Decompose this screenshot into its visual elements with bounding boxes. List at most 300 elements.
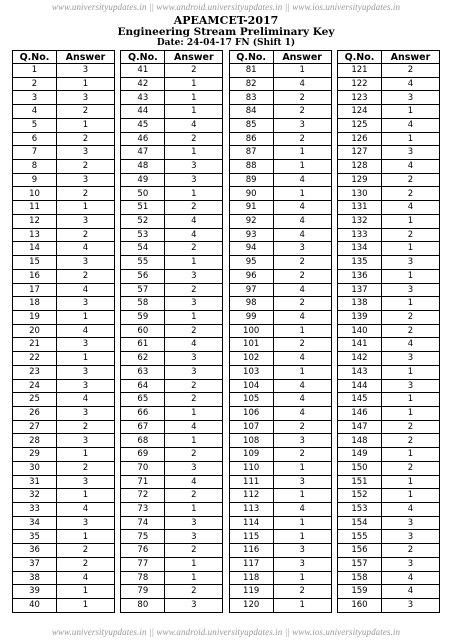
table-row [229, 283, 331, 297]
question-number-cell: 27 [13, 420, 57, 434]
answer-cell: 4 [381, 77, 439, 91]
answer-cell: 2 [165, 489, 223, 503]
table-row [337, 503, 439, 517]
answer-cell: 1 [273, 516, 331, 530]
answer-cell: 4 [165, 118, 223, 132]
answer-cell: 4 [273, 201, 331, 215]
question-number-cell: 158 [337, 571, 381, 585]
table-row [229, 379, 331, 393]
answer-cell: 2 [273, 105, 331, 119]
question-number-cell: 73 [121, 503, 165, 517]
answer-table-2 [120, 50, 223, 613]
table-row [337, 420, 439, 434]
table-row [229, 201, 331, 215]
table-row [13, 105, 115, 119]
question-number-cell: 53 [121, 228, 165, 242]
table-row [121, 146, 223, 160]
table-row [229, 91, 331, 105]
table-row [229, 352, 331, 366]
table-row [13, 283, 115, 297]
table-row [13, 91, 115, 105]
answer-cell: 3 [57, 256, 115, 270]
question-number-cell: 88 [229, 160, 273, 174]
answer-cell: 2 [165, 393, 223, 407]
answer-cell: 2 [381, 434, 439, 448]
question-number-cell: 92 [229, 214, 273, 228]
question-number-cell: 11 [13, 201, 57, 215]
table-row [337, 228, 439, 242]
question-number-cell: 19 [13, 310, 57, 324]
answer-cell: 3 [381, 530, 439, 544]
table-row [13, 324, 115, 338]
table-row [13, 544, 115, 558]
answer-cell: 2 [165, 201, 223, 215]
table-body [229, 64, 331, 613]
question-number-cell: 89 [229, 173, 273, 187]
answer-cell: 3 [165, 173, 223, 187]
answer-cell: 1 [57, 77, 115, 91]
answer-cell: 2 [273, 256, 331, 270]
table-row [13, 599, 115, 613]
question-number-cell: 12 [13, 214, 57, 228]
question-number-cell: 46 [121, 132, 165, 146]
table-row [229, 475, 331, 489]
answer-cell: 2 [57, 544, 115, 558]
answer-cell: 1 [165, 503, 223, 517]
answer-cell: 1 [165, 571, 223, 585]
question-number-cell: 105 [229, 393, 273, 407]
answer-cell: 1 [57, 118, 115, 132]
table-row [13, 132, 115, 146]
answer-cell: 1 [381, 365, 439, 379]
answer-table-4 [337, 50, 440, 613]
table-row [229, 187, 331, 201]
answer-cell: 3 [57, 379, 115, 393]
question-number-cell: 115 [229, 530, 273, 544]
table-row [13, 406, 115, 420]
table-row [337, 297, 439, 311]
question-number-cell: 50 [121, 187, 165, 201]
answer-cell: 3 [165, 599, 223, 613]
question-number-cell: 6 [13, 132, 57, 146]
answer-cell: 3 [273, 544, 331, 558]
table-row [337, 242, 439, 256]
table-row [337, 310, 439, 324]
question-number-cell: 55 [121, 256, 165, 270]
question-number-cell: 94 [229, 242, 273, 256]
watermark-bottom: www.universityupdates.in || www.android.universityupdates.in || www.ios.universityupdates.in [51, 627, 401, 637]
question-number-cell: 113 [229, 503, 273, 517]
table-row [229, 269, 331, 283]
table-row [13, 571, 115, 585]
question-number-cell: 152 [337, 489, 381, 503]
answer-cell: 4 [273, 393, 331, 407]
qno-header: Q.No. [337, 51, 381, 64]
table-row [229, 571, 331, 585]
question-number-cell: 75 [121, 530, 165, 544]
answer-cell: 2 [165, 544, 223, 558]
question-number-cell: 95 [229, 256, 273, 270]
answer-cell: 3 [57, 475, 115, 489]
question-number-cell: 131 [337, 201, 381, 215]
question-number-cell: 85 [229, 118, 273, 132]
table-row [121, 297, 223, 311]
answer-cell: 1 [273, 530, 331, 544]
answer-cell: 4 [381, 160, 439, 174]
table-row [121, 393, 223, 407]
table-row [229, 228, 331, 242]
answer-cell: 4 [57, 242, 115, 256]
table-body [337, 64, 439, 613]
question-number-cell: 30 [13, 461, 57, 475]
question-number-cell: 24 [13, 379, 57, 393]
answer-cell: 2 [57, 461, 115, 475]
answer-cell: 3 [381, 557, 439, 571]
table-row [121, 269, 223, 283]
answer-cell: 1 [165, 91, 223, 105]
answer-cell: 3 [165, 365, 223, 379]
answer-cell: 3 [165, 516, 223, 530]
table-row [121, 406, 223, 420]
table-row [13, 118, 115, 132]
answer-cell: 3 [57, 91, 115, 105]
answer-cell: 3 [57, 297, 115, 311]
answer-cell: 2 [381, 310, 439, 324]
answer-cell: 4 [273, 214, 331, 228]
answer-cell: 1 [57, 585, 115, 599]
answer-cell: 4 [381, 338, 439, 352]
question-number-cell: 10 [13, 187, 57, 201]
question-number-cell: 98 [229, 297, 273, 311]
question-number-cell: 116 [229, 544, 273, 558]
question-number-cell: 146 [337, 406, 381, 420]
question-number-cell: 26 [13, 406, 57, 420]
question-number-cell: 49 [121, 173, 165, 187]
table-row [229, 324, 331, 338]
answer-cell: 2 [273, 338, 331, 352]
table-row [337, 448, 439, 462]
table-row [121, 324, 223, 338]
table-row [337, 77, 439, 91]
question-number-cell: 99 [229, 310, 273, 324]
question-number-cell: 61 [121, 338, 165, 352]
table-row [337, 146, 439, 160]
question-number-cell: 82 [229, 77, 273, 91]
answer-cell: 2 [273, 91, 331, 105]
table-row [337, 461, 439, 475]
question-number-cell: 32 [13, 489, 57, 503]
question-number-cell: 155 [337, 530, 381, 544]
answer-cell: 2 [381, 544, 439, 558]
question-number-cell: 129 [337, 173, 381, 187]
question-number-cell: 14 [13, 242, 57, 256]
answer-cell: 1 [273, 324, 331, 338]
table-row [229, 365, 331, 379]
table-row [229, 242, 331, 256]
answer-cell: 2 [273, 297, 331, 311]
table-row [229, 503, 331, 517]
qno-header: Q.No. [229, 51, 273, 64]
answer-cell: 1 [165, 406, 223, 420]
answer-cell: 2 [381, 64, 439, 78]
answer-cell: 3 [273, 242, 331, 256]
question-number-cell: 141 [337, 338, 381, 352]
table-row [13, 187, 115, 201]
question-number-cell: 57 [121, 283, 165, 297]
answer-cell: 1 [273, 160, 331, 174]
answer-cell: 1 [165, 256, 223, 270]
table-row [121, 530, 223, 544]
question-number-cell: 71 [121, 475, 165, 489]
question-number-cell: 93 [229, 228, 273, 242]
question-number-cell: 5 [13, 118, 57, 132]
question-number-cell: 74 [121, 516, 165, 530]
question-number-cell: 39 [13, 585, 57, 599]
table-row [229, 585, 331, 599]
table-row [13, 201, 115, 215]
table-row [121, 544, 223, 558]
table-row [121, 160, 223, 174]
question-number-cell: 100 [229, 324, 273, 338]
question-number-cell: 18 [13, 297, 57, 311]
question-number-cell: 68 [121, 434, 165, 448]
question-number-cell: 120 [229, 599, 273, 613]
table-row [13, 242, 115, 256]
table-row [337, 434, 439, 448]
answer-cell: 4 [381, 201, 439, 215]
answer-header: Answer [57, 51, 115, 64]
table-row [337, 187, 439, 201]
table-row [13, 352, 115, 366]
answer-cell: 4 [381, 571, 439, 585]
question-number-cell: 96 [229, 269, 273, 283]
question-number-cell: 77 [121, 557, 165, 571]
table-row [13, 461, 115, 475]
answer-cell: 3 [381, 379, 439, 393]
question-number-cell: 102 [229, 352, 273, 366]
question-number-cell: 97 [229, 283, 273, 297]
answer-cell: 3 [57, 214, 115, 228]
table-row [337, 283, 439, 297]
table-row [229, 64, 331, 78]
question-number-cell: 128 [337, 160, 381, 174]
question-number-cell: 135 [337, 256, 381, 270]
answer-cell: 4 [273, 379, 331, 393]
question-number-cell: 124 [337, 105, 381, 119]
question-number-cell: 54 [121, 242, 165, 256]
question-number-cell: 42 [121, 77, 165, 91]
table-row [121, 118, 223, 132]
table-row [337, 324, 439, 338]
table-row [337, 173, 439, 187]
answer-cell: 3 [165, 530, 223, 544]
question-number-cell: 69 [121, 448, 165, 462]
table-row [337, 201, 439, 215]
answer-cell: 2 [165, 585, 223, 599]
answer-cell: 4 [57, 393, 115, 407]
answer-cell: 2 [57, 557, 115, 571]
question-number-cell: 132 [337, 214, 381, 228]
table-row [337, 105, 439, 119]
table-row [337, 132, 439, 146]
answer-cell: 3 [165, 352, 223, 366]
question-number-cell: 145 [337, 393, 381, 407]
question-number-cell: 40 [13, 599, 57, 613]
question-number-cell: 43 [121, 91, 165, 105]
answer-cell: 1 [381, 132, 439, 146]
answer-cell: 3 [57, 516, 115, 530]
question-number-cell: 65 [121, 393, 165, 407]
answer-cell: 1 [57, 352, 115, 366]
answer-cell: 1 [381, 242, 439, 256]
table-row [229, 132, 331, 146]
answer-cell: 3 [381, 599, 439, 613]
answer-cell: 4 [273, 310, 331, 324]
question-number-cell: 51 [121, 201, 165, 215]
table-row [13, 557, 115, 571]
document-title: APEAMCET-2017 [173, 14, 279, 27]
question-number-cell: 33 [13, 503, 57, 517]
question-number-cell: 80 [121, 599, 165, 613]
table-row [121, 310, 223, 324]
question-number-cell: 29 [13, 448, 57, 462]
question-number-cell: 139 [337, 310, 381, 324]
question-number-cell: 66 [121, 406, 165, 420]
question-number-cell: 34 [13, 516, 57, 530]
answer-cell: 1 [381, 269, 439, 283]
table-row [337, 269, 439, 283]
table-row [121, 461, 223, 475]
table-row [337, 365, 439, 379]
answer-cell: 3 [381, 146, 439, 160]
question-number-cell: 109 [229, 448, 273, 462]
question-number-cell: 20 [13, 324, 57, 338]
table-row [229, 530, 331, 544]
question-number-cell: 107 [229, 420, 273, 434]
question-number-cell: 25 [13, 393, 57, 407]
answer-cell: 4 [273, 352, 331, 366]
table-row [13, 503, 115, 517]
table-row [121, 516, 223, 530]
question-number-cell: 87 [229, 146, 273, 160]
table-row [13, 297, 115, 311]
question-number-cell: 62 [121, 352, 165, 366]
table-header-row [337, 51, 439, 64]
table-row [229, 489, 331, 503]
answer-cell: 1 [381, 214, 439, 228]
answer-cell: 3 [57, 173, 115, 187]
answer-cell: 2 [165, 448, 223, 462]
answer-cell: 1 [165, 557, 223, 571]
answer-cell: 1 [165, 77, 223, 91]
answer-cell: 4 [165, 475, 223, 489]
answer-key-tables [12, 50, 440, 613]
question-number-cell: 143 [337, 365, 381, 379]
question-number-cell: 56 [121, 269, 165, 283]
question-number-cell: 108 [229, 434, 273, 448]
answer-cell: 1 [381, 393, 439, 407]
question-number-cell: 111 [229, 475, 273, 489]
table-row [229, 118, 331, 132]
answer-cell: 3 [57, 146, 115, 160]
table-row [337, 118, 439, 132]
table-row [229, 214, 331, 228]
answer-cell: 3 [273, 118, 331, 132]
question-number-cell: 9 [13, 173, 57, 187]
table-row [13, 160, 115, 174]
table-row [121, 91, 223, 105]
answer-cell: 4 [273, 77, 331, 91]
answer-cell: 4 [273, 503, 331, 517]
question-number-cell: 117 [229, 557, 273, 571]
table-row [121, 242, 223, 256]
table-row [229, 146, 331, 160]
answer-cell: 4 [273, 283, 331, 297]
table-row [121, 283, 223, 297]
question-number-cell: 91 [229, 201, 273, 215]
question-number-cell: 153 [337, 503, 381, 517]
table-body [13, 64, 115, 613]
table-row [229, 448, 331, 462]
table-row [13, 585, 115, 599]
table-row [229, 297, 331, 311]
answer-cell: 4 [165, 214, 223, 228]
question-number-cell: 63 [121, 365, 165, 379]
answer-cell: 1 [381, 406, 439, 420]
table-row [121, 489, 223, 503]
answer-cell: 3 [165, 297, 223, 311]
table-row [13, 420, 115, 434]
answer-cell: 4 [381, 585, 439, 599]
table-row [121, 599, 223, 613]
question-number-cell: 21 [13, 338, 57, 352]
table-row [229, 105, 331, 119]
answer-cell: 1 [273, 599, 331, 613]
table-row [229, 338, 331, 352]
table-row [229, 420, 331, 434]
answer-table-1 [12, 50, 115, 613]
question-number-cell: 119 [229, 585, 273, 599]
answer-cell: 2 [273, 132, 331, 146]
table-row [13, 77, 115, 91]
question-number-cell: 159 [337, 585, 381, 599]
answer-cell: 2 [57, 187, 115, 201]
table-row [13, 489, 115, 503]
table-row [337, 530, 439, 544]
table-row [337, 352, 439, 366]
question-number-cell: 76 [121, 544, 165, 558]
question-number-cell: 142 [337, 352, 381, 366]
answer-cell: 4 [57, 283, 115, 297]
question-number-cell: 13 [13, 228, 57, 242]
table-row [229, 393, 331, 407]
table-header-row [229, 51, 331, 64]
answer-cell: 2 [165, 283, 223, 297]
answer-cell: 1 [57, 599, 115, 613]
question-number-cell: 48 [121, 160, 165, 174]
answer-cell: 3 [57, 338, 115, 352]
table-row [337, 64, 439, 78]
qno-header: Q.No. [121, 51, 165, 64]
question-number-cell: 137 [337, 283, 381, 297]
table-row [229, 256, 331, 270]
question-number-cell: 59 [121, 310, 165, 324]
question-number-cell: 90 [229, 187, 273, 201]
table-body [121, 64, 223, 613]
question-number-cell: 151 [337, 475, 381, 489]
answer-cell: 2 [57, 269, 115, 283]
answer-cell: 2 [57, 105, 115, 119]
